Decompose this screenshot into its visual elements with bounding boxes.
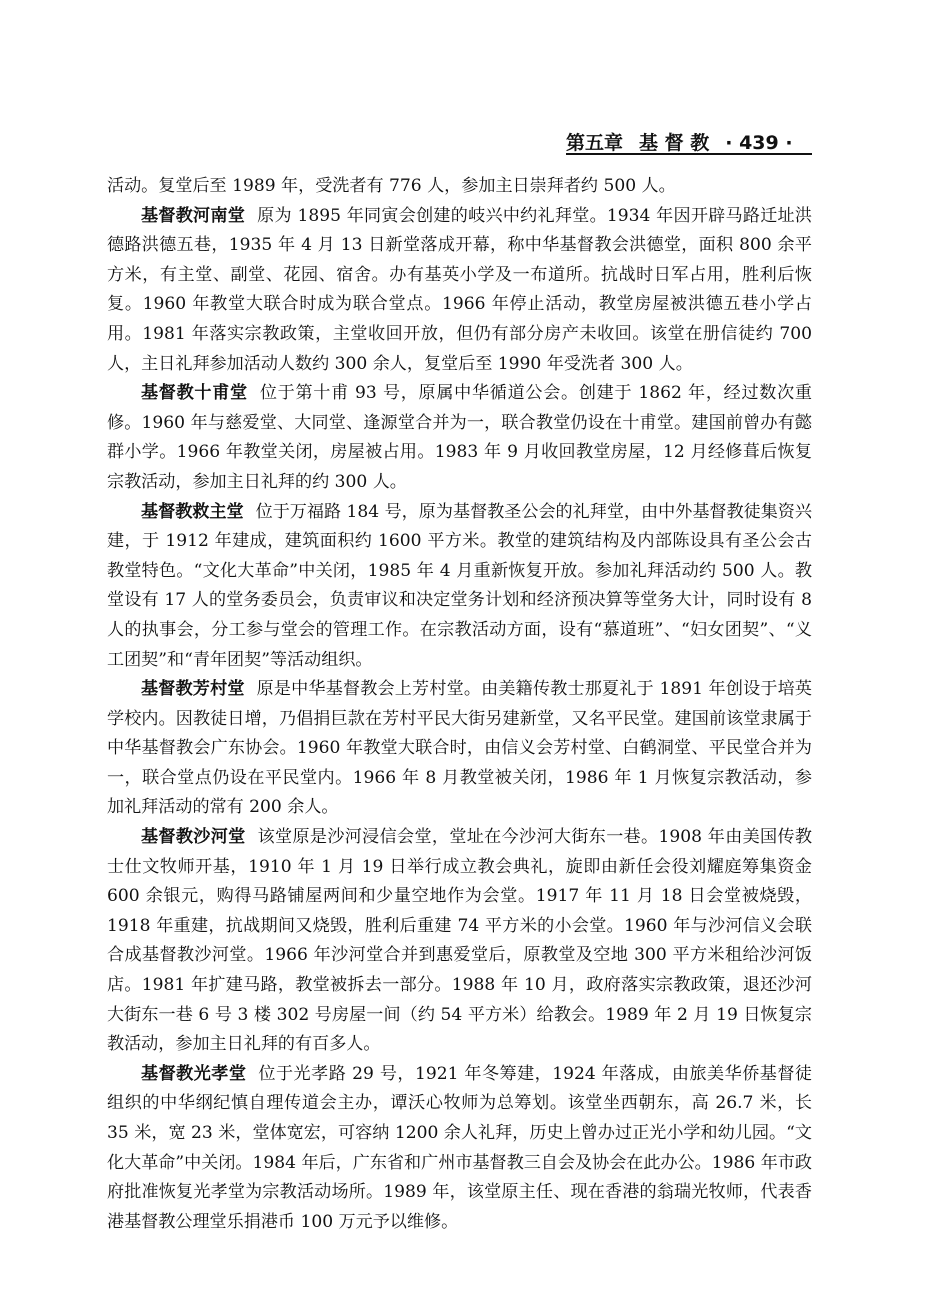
entry-title: 基督教沙河堂 (141, 827, 246, 848)
entry-shahe-church (107, 823, 812, 1060)
running-header (566, 128, 793, 155)
entry-henan-church (107, 202, 812, 380)
entry-text: 位于万福路 184 号，原为基督教圣公会的礼拜堂，由中外基督教徒集资兴建，于 1912 年建成，建筑面积约 1600 平方米。教堂的建筑结构及内部陈设具有圣公会古教堂特色。“文化大革命”中关闭，1985 年 4 月重新恢复开放。参加礼拜活动约 500 人。教堂设有 17 人的堂务委员会，负责审议和决定堂务计划和经济预决算等堂务大计，同时设有 8 人的执事会，分工参与堂会的管理工作。在宗教活动方面，设有“慕道班”、“妇女团契”、“义工团契”和“青年团契”等活动组织。 (107, 501, 813, 670)
intro-paragraph: 活动。复堂后至 1989 年，受洗者有 776 人，参加主日崇拜者约 500 人。 (107, 176, 676, 196)
entry-shifu-church (107, 379, 812, 497)
entry-title: 基督教救主堂 (141, 501, 244, 522)
header-rule (566, 153, 812, 155)
page-number: · 439 · (725, 132, 793, 154)
body-text (107, 172, 812, 1237)
entry-text: 位于光孝路 29 号，1921 年冬筹建，1924 年落成，由旅美华侨基督徒组织的中华纲纪慎自理传道会主办，谭沃心牧师为总筹划。该堂坐西朝东，高 26.7 米，长 35 米，宽 23 米，堂体宽宏，可容纳 1200 余人礼拜，历史上曾办过正光小学和幼儿园。“文化大革命”中关闭。1984 年后，广东省和广州市基督教三自会及协会在此办公。1986 年市政府批准恢复光孝堂为宗教活动场所。1989 年，该堂原主任、现在香港的翁瑞光牧师，代表香港基督教公理堂乐捐港币 100 万元予以维修。 (107, 1063, 812, 1232)
entry-text: 原为 1895 年同寅会创建的岐兴中约礼拜堂。1934 年因开辟马路迁址洪德路洪德五巷，1935 年 4 月 13 日新堂落成开幕，称中华基督教会洪德堂，面积 800 余平方米，有主堂、副堂、花园、宿舍。办有基英小学及一布道所。抗战时日军占用，胜利后恢复。1960 年教堂大联合时成为联合堂点。1966 年停止活动，教堂房屋被洪德五巷小学占用。1981 年落实宗教政策，主堂收回开放，但仍有部分房产未收回。该堂在册信徒约 700 人，主日礼拜参加活动人数约 300 余人，复堂后至 1990 年受洗者 300 人。 (107, 205, 813, 374)
entry-title: 基督教芳村堂 (141, 679, 245, 700)
entry-fangcun-church (107, 675, 812, 823)
entry-title: 基督教光孝堂 (141, 1063, 247, 1084)
entry-guangxiao-church (107, 1060, 812, 1238)
entry-jiuzhu-church (107, 498, 812, 676)
chapter-subject: 基 督 教 (639, 132, 710, 154)
entry-title: 基督教十甫堂 (141, 383, 248, 404)
entry-text: 该堂原是沙河浸信会堂，堂址在今沙河大街东一巷。1908 年由美国传教士仕文牧师开基，1910 年 1 月 19 日举行成立教会典礼，旋即由新任会役刘耀庭筹集资金 600 余银元，购得马路铺屋两间和少量空地作为会堂。1917 年 11 月 18 日会堂被烧毁，1918 年重建，抗战期间又烧毁，胜利后重建 74 平方米的小会堂。1960 年与沙河信义会联合成基督教沙河堂。1966 年沙河堂合并到惠爱堂后，原教堂及空地 300 平方米租给沙河饭店。1981 年扩建马路，教堂被拆去一部分。1988 年 10 月，政府落实宗教政策，退还沙河大街东一巷 6 号 3 楼 302 号房屋一间（约 54 平方米）给教会。1989 年 2 月 19 日恢复宗教活动，参加主日礼拜的有百多人。 (107, 827, 813, 1055)
entry-text: 原是中华基督教会上芳村堂。由美籍传教士那夏礼于 1891 年创设于培英学校内。因教徒日增，乃倡捐巨款在芳村平民大街另建新堂，又名平民堂。建国前该堂隶属于中华基督教会广东协会。1960 年教堂大联合时，由信义会芳村堂、白鹤洞堂、平民堂合并为一，联合堂点仍设在平民堂内。1966 年 8 月教堂被关闭，1986 年 1 月恢复宗教活动，参加礼拜活动的常有 200 余人。 (107, 679, 812, 818)
chapter-label: 第五章 (566, 132, 624, 154)
entry-text: 位于第十甫 93 号，原属中华循道公会。创建于 1862 年，经过数次重修。1960 年与慈爱堂、大同堂、逢源堂合并为一，联合教堂仍设在十甫堂。建国前曾办有懿群小学。1966 年教堂关闭，房屋被占用。1983 年 9 月收回教堂房屋，12 月经修葺后恢复宗教活动，参加主日礼拜的约 300 人。 (107, 383, 812, 492)
entry-title: 基督教河南堂 (141, 205, 246, 226)
